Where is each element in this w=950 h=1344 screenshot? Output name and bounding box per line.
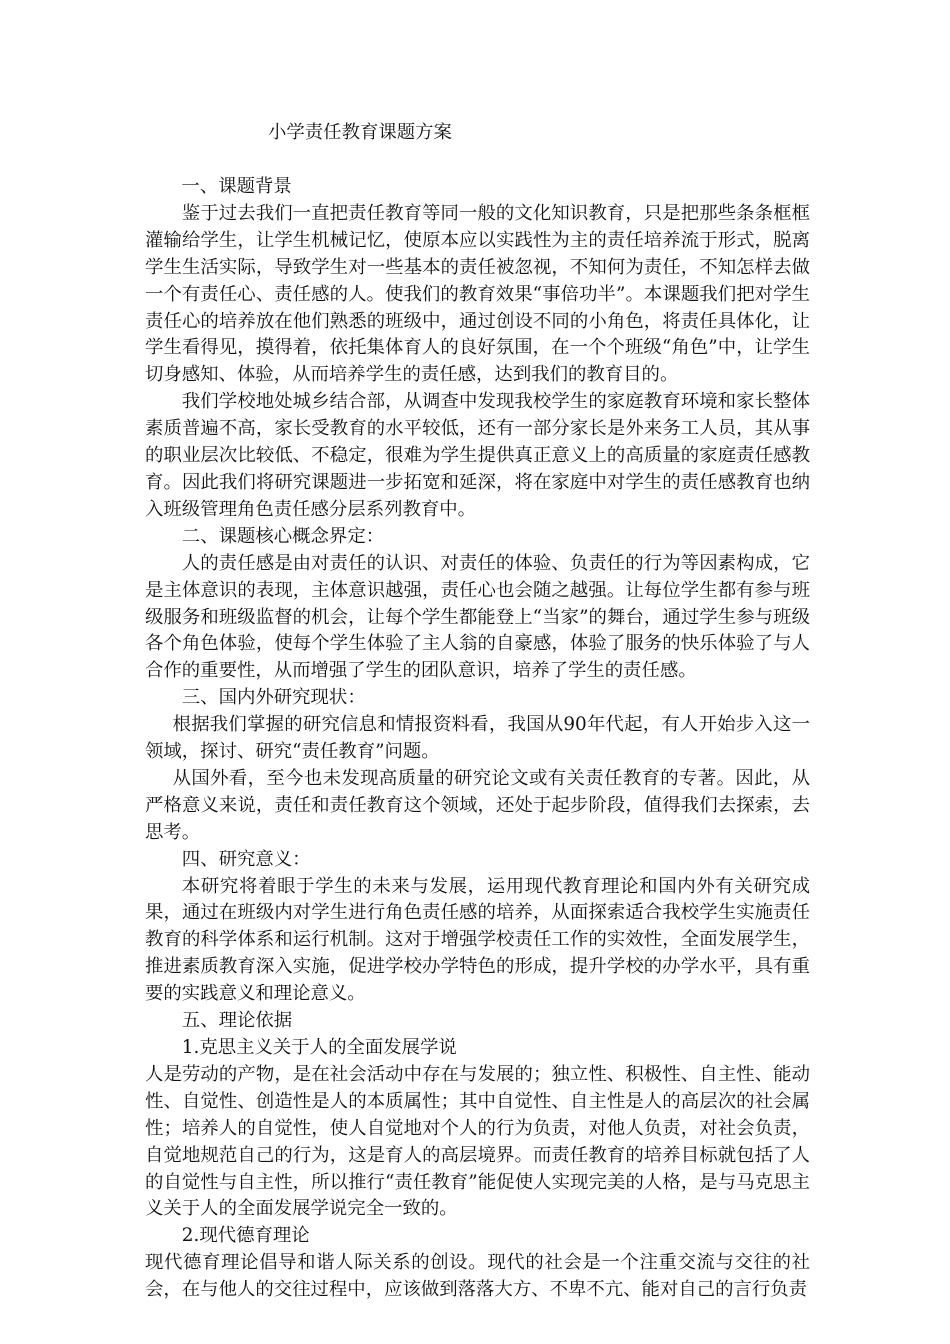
paragraph-significance: 本研究将着眼于学生的未来与发展，运用现代教育理论和国内外有关研究成果，通过在班级内对学生进行角色责任感的培养，从面探索适合我校学生实施责任教育的科学体系和运行机制。这对于增强学校责任工作的实效性，全面发展学生，推进素质教育深入实施，促进学校办学特色的形成，提升学校的办学水平，具有重要的实践意义和理论意义。 [145, 875, 810, 1005]
document-body [145, 174, 810, 1304]
subheading-moral-education: 2.现代德育理论 [181, 1225, 310, 1247]
paragraph-background-1: 鉴于过去我们一直把责任教育等同一般的文化知识教育，只是把那些条条框框灌输给学生，让学生机械记忆，使原本应以实践性为主的责任培养流于形式，脱离学生生活实际，导致学生对一些基本的责任被忽视，不知何为责任，不知怎样去做一个有责任心、责任感的人。使我们的教育效果“事倍功半”。本课题我们把对学生责任心的培养放在他们熟悉的班级中，通过创设不同的小角色，将责任具体化，让学生看得见，摸得着，依托集体育人的良好氛围，在一个个班级“角色”中，让学生切身感知、体验，从而培养学生的责任感，达到我们的教育目的。 [145, 202, 810, 386]
paragraph-background-2: 我们学校地处城乡结合部，从调查中发现我校学生的家庭教育环境和家长整体素质普遍不高，家长受教育的水平较低，还有一部分家长是外来务工人员，其从事的职业层次比较低、不稳定，很难为学生提供真正意义上的高质量的家庭责任感教育。因此我们将研究课题进一步拓宽和延深，将在家庭中对学生的责任感教育也纳入班级管理角色责任感分层系列教育中。 [145, 391, 810, 520]
section-heading-significance: 四、研究意义： [181, 848, 311, 870]
section-heading-background: 一、课题背景 [181, 176, 292, 197]
section-heading-theory: 五、理论依据 [181, 1010, 293, 1032]
section-heading-core-concept: 二、课题核心概念界定： [181, 525, 385, 547]
paragraph-research-status-foreign: 从国外看，至今也未发现高质量的研究论文或有关责任教育的专著。因此，从严格意义来说，责任和责任教育这个领域，还处于起步阶段，值得我们去探索，去思考。 [145, 767, 810, 843]
paragraph-core-concept: 人的责任感是由对责任的认识、对责任的体验、负责任的行为等因素构成，它是主体意识的表现，主体意识越强，责任心也会随之越强。让每位学生都有参与班级服务和班级监督的机会，让每个学生都能登上“当家”的舞台，通过学生参与班级各个角色体验，使每个学生体验了主人翁的自豪感，体验了服务的快乐体验了与人合作的重要性，从而增强了学生的团队意识，培养了学生的责任感。 [145, 552, 810, 682]
subheading-marxism: 1.克思主义关于人的全面发展学说 [181, 1037, 457, 1058]
paragraph-marxism: 人是劳动的产物，是在社会活动中存在与发展的；独立性、积极性、自主性、能动性、自觉性、创造性是人的本质属性；其中自觉性、自主性是人的高层次的社会属性；培养人的自觉性，使人自觉地对个人的行为负责，对他人负责，对社会负责，自觉地规范自己的行为，这是育人的高层境界。而责任教育的培养目标就包括了人的自觉性与自主性，所以推行“责任教育”能促使人实现完美的人格，是与马克思主义关于人的全面发展学说完全一致的。 [145, 1063, 810, 1220]
document-title: 小学责任教育课题方案 [268, 122, 452, 143]
paragraph-research-status-domestic: 根据我们掌握的研究信息和情报资料看，我国从90年代起，有人开始步入这一领域，探讨、研究“责任教育”问题。 [145, 714, 810, 763]
section-heading-research-status: 三、国内外研究现状： [181, 687, 366, 709]
paragraph-moral-education: 现代德育理论倡导和谐人际关系的创设。现代的社会是一个注重交流与交往的社会，在与他人的交往过程中，应该做到落落大方、不卑不亢、能对自己的言行负责 [145, 1252, 810, 1301]
